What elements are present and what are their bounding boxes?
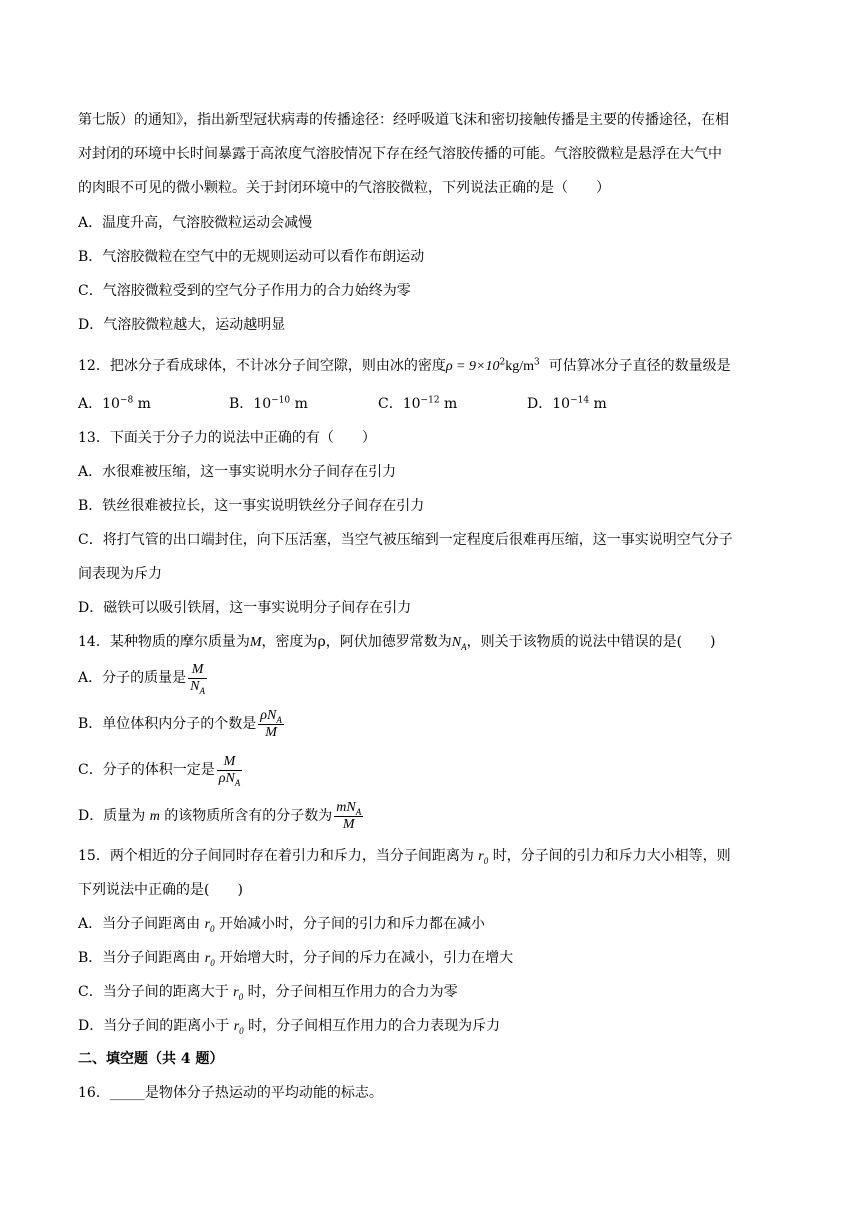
- q14-stem: 14．某种物质的摩尔质量为M，密度为ρ，阿伏加德罗常数为$N_A$，则关于该物质的说法中错误的是( ): [78, 634, 716, 652]
- q12-stem: [78, 356, 731, 377]
- q15-option-b: B．当分子间距离由 $r_0$ 开始增大时，分子间的斥力在减小，引力在增大: [78, 950, 514, 968]
- q12-stem-before: 12．把冰分子看成球体，不计冰分子间空隙，则由冰的密度: [78, 358, 446, 374]
- q13-option-a: A．水很难被压缩，这一事实说明水分子间存在引力: [78, 464, 397, 480]
- q15-option-c: C．当分子间的距离大于 $r_0$ 时，分子间相互作用力的合力为零: [78, 984, 458, 1002]
- q16: 16．_____是物体分子热运动的平均动能的标志。: [78, 1085, 383, 1101]
- q13-stem: 13．下面关于分子力的说法中正确的有（ ）: [78, 430, 376, 446]
- q11-stem-line-2: 对封闭的环境中长时间暴露于高浓度气溶胶情况下存在经气溶胶传播的可能。气溶胶微粒是悬浮在大气中: [78, 146, 722, 162]
- q12-option-d: D．$10^{-14}$ m: [527, 395, 607, 412]
- q12-stem-after: 可估算冰分子直径的数量级是: [548, 358, 731, 374]
- q14-frac-a: $\frac{M}{N_A}$: [190, 661, 205, 696]
- q11-option-b: B．气溶胶微粒在空气中的无规则运动可以看作布朗运动: [78, 249, 425, 265]
- q13-option-c: C．将打气管的出口端封住，向下压活塞，当空气被压缩到一定程度后很难再压缩，这一事实说明空气分子: [78, 532, 733, 548]
- q15-stem-line-2: 下列说法中正确的是( ): [78, 882, 243, 898]
- q11-option-a: A．温度升高，气溶胶微粒运动会减慢: [78, 215, 313, 231]
- q15-option-a: A．当分子间距离由 $r_0$ 开始减小时，分子间的引力和斥力都在减小: [78, 916, 485, 934]
- q15-stem: 15．两个相近的分子间同时存在着引力和斥力，当分子间距离为 $r_0$ 时，分子间的引力和斥力大小相等，则: [78, 848, 731, 866]
- q12-option-c: C．$10^{-12}$ m: [378, 395, 458, 412]
- q12-formula: ρ = 9×10: [445, 359, 500, 374]
- q13-option-c-cont: 间表现为斥力: [78, 566, 162, 582]
- q14-option-a: A．分子的质量是 $\frac{M}{N_A}$: [78, 661, 205, 696]
- q15-option-d: D．当分子间的距离小于 $r_0$ 时，分子间相互作用力的合力表现为斥力: [78, 1018, 501, 1036]
- q12-formula-unit-exp: 3: [533, 357, 540, 368]
- q14-frac-d: $\frac{mN_A}{M}$: [336, 799, 362, 832]
- q14-option-d: D．质量为 m 的该物质所含有的分子数为 $\frac{mN_A}{M}$: [78, 799, 362, 832]
- q14-frac-b: $\frac{\rho N_A}{M}$: [260, 707, 282, 740]
- q16-blank: _____: [109, 1085, 145, 1101]
- q14-frac-c: $\frac{M}{\rho N_A}$: [218, 753, 241, 788]
- q12-formula-exp: 2: [499, 357, 506, 368]
- q12-formula-unit: kg/m: [505, 359, 534, 374]
- section-heading: 二、填空题（共 4 题）: [78, 1051, 224, 1067]
- q13-option-b: B．铁丝很难被拉长，这一事实说明铁丝分子间存在引力: [78, 498, 425, 514]
- q14-option-c: C．分子的体积一定是 $\frac{M}{\rho N_A}$: [78, 753, 241, 788]
- q12-options: [78, 394, 778, 414]
- q11-stem-line-1: 第七版）的通知》，指出新型冠状病毒的传播途径：经呼吸道飞沫和密切接触传播是主要的传播途径，在相: [78, 112, 729, 128]
- q12-option-a: A．$10^{-8}$ m: [78, 395, 151, 412]
- q13-option-d: D．磁铁可以吸引铁屑，这一事实说明分子间存在引力: [78, 600, 412, 616]
- q14-option-b: B．单位体积内分子的个数是 $\frac{\rho N_A}{M}$: [78, 707, 282, 740]
- q11-option-d: D．气溶胶微粒越大，运动越明显: [78, 317, 286, 333]
- q11-stem-line-3: 的肉眼不可见的微小颗粒。关于封闭环境中的气溶胶微粒，下列说法正确的是（ ）: [78, 180, 610, 196]
- q12-option-b: B．$10^{-10}$ m: [229, 395, 308, 412]
- q11-option-c: C．气溶胶微粒受到的空气分子作用力的合力始终为零: [78, 283, 411, 299]
